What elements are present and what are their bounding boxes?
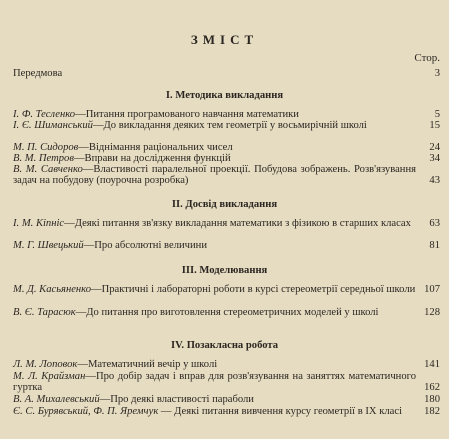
page-column-header: Стор. [414, 52, 440, 64]
toc-entry [13, 142, 440, 153]
section-heading: I. Методика викладання [165, 90, 284, 101]
toc-entry [13, 218, 440, 229]
toc-entry [13, 284, 440, 295]
entry-author: М. П. Сидоров [13, 142, 79, 153]
section-heading: IV. Позакласна робота [170, 340, 279, 351]
toc-entry [13, 394, 440, 405]
entry-title: —Про деякі властивості параболи [99, 394, 254, 405]
entry-page: 63 [429, 218, 440, 229]
entry-author: І. Є. Шиманський [13, 120, 93, 131]
entry-page: 128 [424, 307, 440, 318]
entry-author: В. М. Савченко [13, 164, 83, 175]
entry-page: 5 [434, 109, 440, 120]
entry-title: —Віднімання раціональних чисел [78, 142, 233, 153]
entry-title: Передмова [13, 68, 63, 79]
entry-page: 15 [429, 120, 440, 131]
toc-entry [13, 240, 440, 251]
entry-page: 3 [434, 68, 440, 79]
entry-page: 107 [424, 284, 440, 295]
toc-entry [13, 153, 440, 164]
entry-title: —Про абсолютні величини [83, 240, 207, 251]
toc-entry-preface [13, 68, 440, 79]
entry-author: І. Ф. Тесленко [13, 109, 76, 120]
entry-title: —Питання програмованого навчання математики [75, 109, 299, 120]
entry-title: —Деякі питання зв'язку викладання математики з фізикою в старших класах [64, 218, 411, 229]
entry-author: М. Д. Касьяненко [13, 284, 91, 295]
page-title: ЗМІСТ [190, 32, 259, 47]
entry-page: 81 [429, 240, 440, 251]
entry-title: —Вправи на дослідження функцій [73, 153, 231, 164]
entry-page: 34 [429, 153, 440, 164]
entry-title: —Властивості паралельної проекції. Побудова зображень. Розв'язування задач на побудову (поурочна розробка) [13, 164, 416, 186]
entry-page: 180 [424, 394, 440, 405]
entry-title: —До викладання деяких тем геометрії у восьмирічній школі [92, 120, 367, 131]
entry-author: Є. С. Бурявський, Ф. П. Яремчук [13, 406, 159, 417]
entry-title: —Математичний вечір у школі [77, 359, 218, 370]
toc-entry [13, 406, 440, 417]
toc-entry [13, 359, 440, 370]
entry-title: —Про добір задач і вправ для розв'язування на заняттях математичного гуртка [13, 371, 416, 393]
entry-page: 182 [424, 406, 440, 417]
entry-author: В. М. Петров [13, 153, 74, 164]
entry-page: 24 [429, 142, 440, 153]
toc-entry [13, 307, 440, 318]
entry-title: —Практичні і лабораторні роботи в курсі стереометрії середньої школи [91, 284, 416, 295]
entry-author: Л. М. Лоповок [13, 359, 78, 370]
entry-author: М. Л. Крайзман [13, 371, 86, 382]
toc-entry [13, 120, 440, 131]
entry-title: — Деякі питання вивчення курсу геометрії в IX класі [158, 406, 403, 417]
entry-author: М. Г. Швецький [13, 240, 84, 251]
section-heading: II. Досвід викладання [171, 199, 278, 210]
entry-page: 162 [424, 382, 440, 393]
section-heading: III. Моделювання [181, 265, 268, 276]
toc-entry [13, 164, 440, 186]
entry-page: 141 [424, 359, 440, 370]
entry-title: —До питання про виготовлення стереометричних моделей у школі [75, 307, 379, 318]
entry-author: І. М. Кіпніс [13, 218, 65, 229]
toc-entry [13, 371, 440, 393]
entry-author: В. Є. Тарасюк [13, 307, 76, 318]
toc-entry [13, 109, 440, 120]
entry-page: 43 [429, 175, 440, 186]
entry-author: В. А. Михалевський [13, 394, 100, 405]
